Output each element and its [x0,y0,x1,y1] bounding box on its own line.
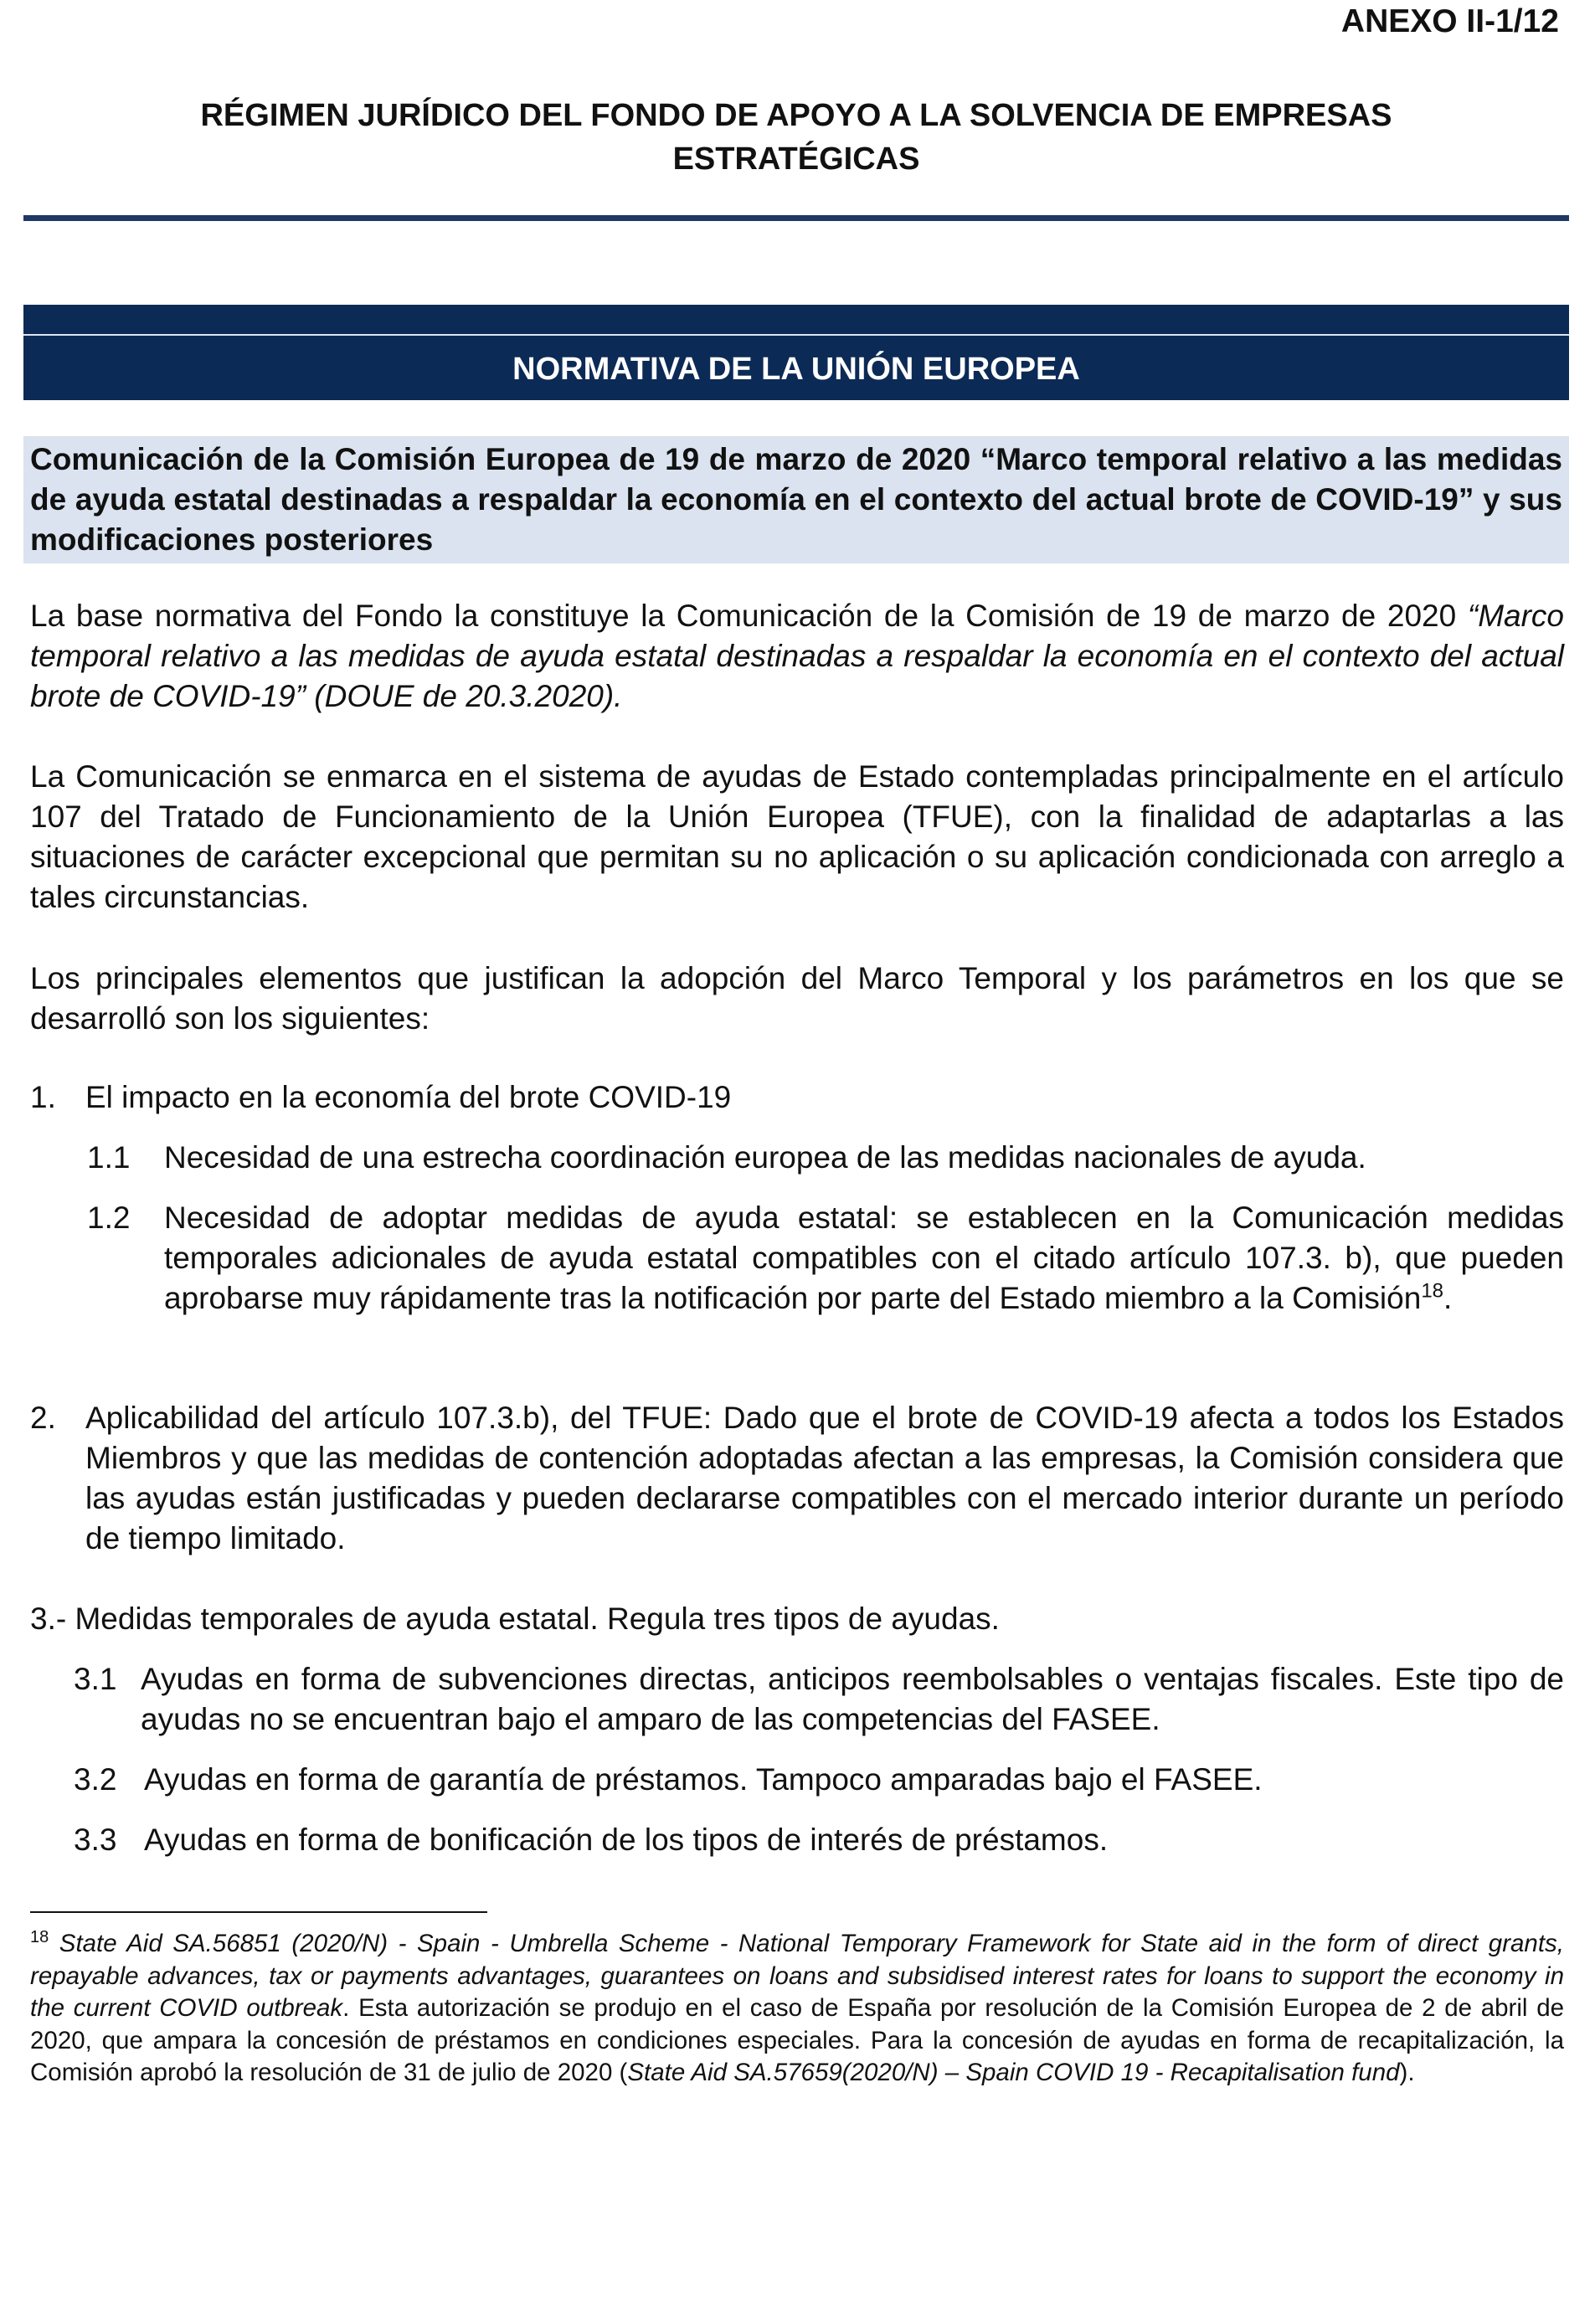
footnote-18 [30,1928,1564,2090]
list-text: El impacto en la economía del brote COVID-19 [85,1080,732,1114]
list-item-2 [30,1398,1564,1559]
banner-line [23,334,1569,336]
footnote-text-2: ). [1399,2059,1415,2086]
list-text: 3.- Medidas temporales de ayuda estatal. Regula tres tipos de ayudas. [30,1602,1000,1636]
title-line-1: RÉGIMEN JURÍDICO DEL FONDO DE APOYO A LA SOLVENCIA DE EMPRESAS [200,98,1392,133]
list-text: Ayudas en forma de subvenciones directas, anticipos reembolsables o ventajas fiscales. Este tipo de ayudas no se encuentran bajo el amparo de las competencias del FASEE. [141,1662,1564,1736]
paragraph-legal-basis [30,596,1564,717]
footnote-italic-2: State Aid SA.57659(2020/N) – Spain COVID 19 - Recapitalisation fund [627,2059,1400,2086]
elements-text: Los principales elementos que justifican la adopción del Marco Temporal y los parámetros en los que se desarrolló son los siguientes: [30,961,1564,1036]
footnote-reference[interactable]: 18 [1421,1279,1444,1303]
list-text: Necesidad de una estrecha coordinación europea de las medidas nacionales de ayuda. [164,1140,1366,1175]
footnote-italic-1: State Aid SA.56851 (2020/N) - Spain - Umbrella Scheme - National Temporary Framework for State aid in the form of direct grants, repayable advances, tax or payments advantages, guarantees on loans and subsidised interest rates for loans to support the economy in the current COVID outbreak [30,1930,1564,2022]
list-item-1-1 [87,1138,1564,1178]
list-item-1-2 [87,1198,1564,1319]
title-line-2: ESTRATÉGICAS [672,141,920,177]
paragraph-elements [30,959,1564,1039]
framework-text: La Comunicación se enmarca en el sistema de ayudas de Estado contempladas principalmente en el artículo 107 del Tratado de Funcionamiento de la Unión Europea (TFUE), con la finalidad de adaptarlas a las situaciones de carácter excepcional que permitan su no aplicación o su aplicación condicionada con arreglo a tales circunstancias. [30,759,1564,914]
list-number: 1.1 [87,1140,131,1175]
list-item-3-3 [74,1820,1564,1860]
annex-page-label: ANEXO II-1/12 [1340,3,1559,39]
title-divider [23,215,1569,221]
list-text: Necesidad de adoptar medidas de ayuda estatal: se establecen en la Comunicación medidas temporales adicionales de ayuda estatal compatibles con el citado artículo 107.3. b), que pueden aprobarse muy rápidamente tras la notificación por parte del Estado miembro a la Comisión [164,1201,1564,1315]
section-banner-label: NORMATIVA DE LA UNIÓN EUROPEA [512,351,1080,387]
legal-basis-text: La base normativa del Fondo la constituye la Comunicación de la Comisión de 19 de marzo de 2020 [30,599,1468,633]
list-text-end: . [1443,1281,1453,1315]
footnote-number: 18 [30,1928,49,1947]
list-text: Ayudas en forma de bonificación de los tipos de interés de préstamos. [144,1823,1109,1857]
subject-heading: Comunicación de la Comisión Europea de 19 de marzo de 2020 “Marco temporal relativo a las medidas de ayuda estatal destinadas a respaldar la economía en el contexto del actual brote de COVID-19” y sus modificaciones posteriores [23,436,1569,563]
list-text: Ayudas en forma de garantía de préstamos. Tampoco amparadas bajo el FASEE. [144,1762,1263,1797]
paragraph-framework [30,757,1564,918]
list-text-container [87,1198,1564,1319]
section-banner [23,305,1569,400]
legal-basis-italic: “Marco temporal relativo a las medidas de ayuda estatal destinadas a respaldar la economía en el contexto del actual brote de COVID-19” (DOUE de 20.3.2020). [30,599,1564,713]
list-item-3-1 [74,1659,1564,1740]
list-item-3-2 [74,1760,1564,1800]
list-number: 2. [30,1401,56,1435]
list-item-3 [30,1599,1564,1639]
list-text: Aplicabilidad del artículo 107.3.b), del TFUE: Dado que el brote de COVID-19 afecta a todos los Estados Miembros y que las medidas de contención adoptadas afectan a las empresas, la Comisión considera que las ayudas están justificadas y pueden declararse compatibles con el mercado interior durante un período de tiempo limitado. [85,1401,1564,1555]
list-number: 3.3 [74,1823,117,1857]
footnote-text-1: . Esta autorización se produjo en el caso de España por resolución de la Comisión Europea de 2 de abril de 2020, que ampara la concesión de préstamos en condiciones especiales. Para la concesión de ayudas en forma de recapitalización, la Comisión aprobó la resolución de 31 de julio de 2020 ( [30,1994,1565,2086]
list-number: 1.2 [87,1201,131,1235]
list-number: 1. [30,1080,56,1114]
list-number: 3.1 [74,1662,117,1696]
list-number: 3.2 [74,1762,117,1797]
document-title [23,94,1569,181]
list-item-1 [30,1077,1564,1118]
footnote-separator [30,1911,487,1913]
